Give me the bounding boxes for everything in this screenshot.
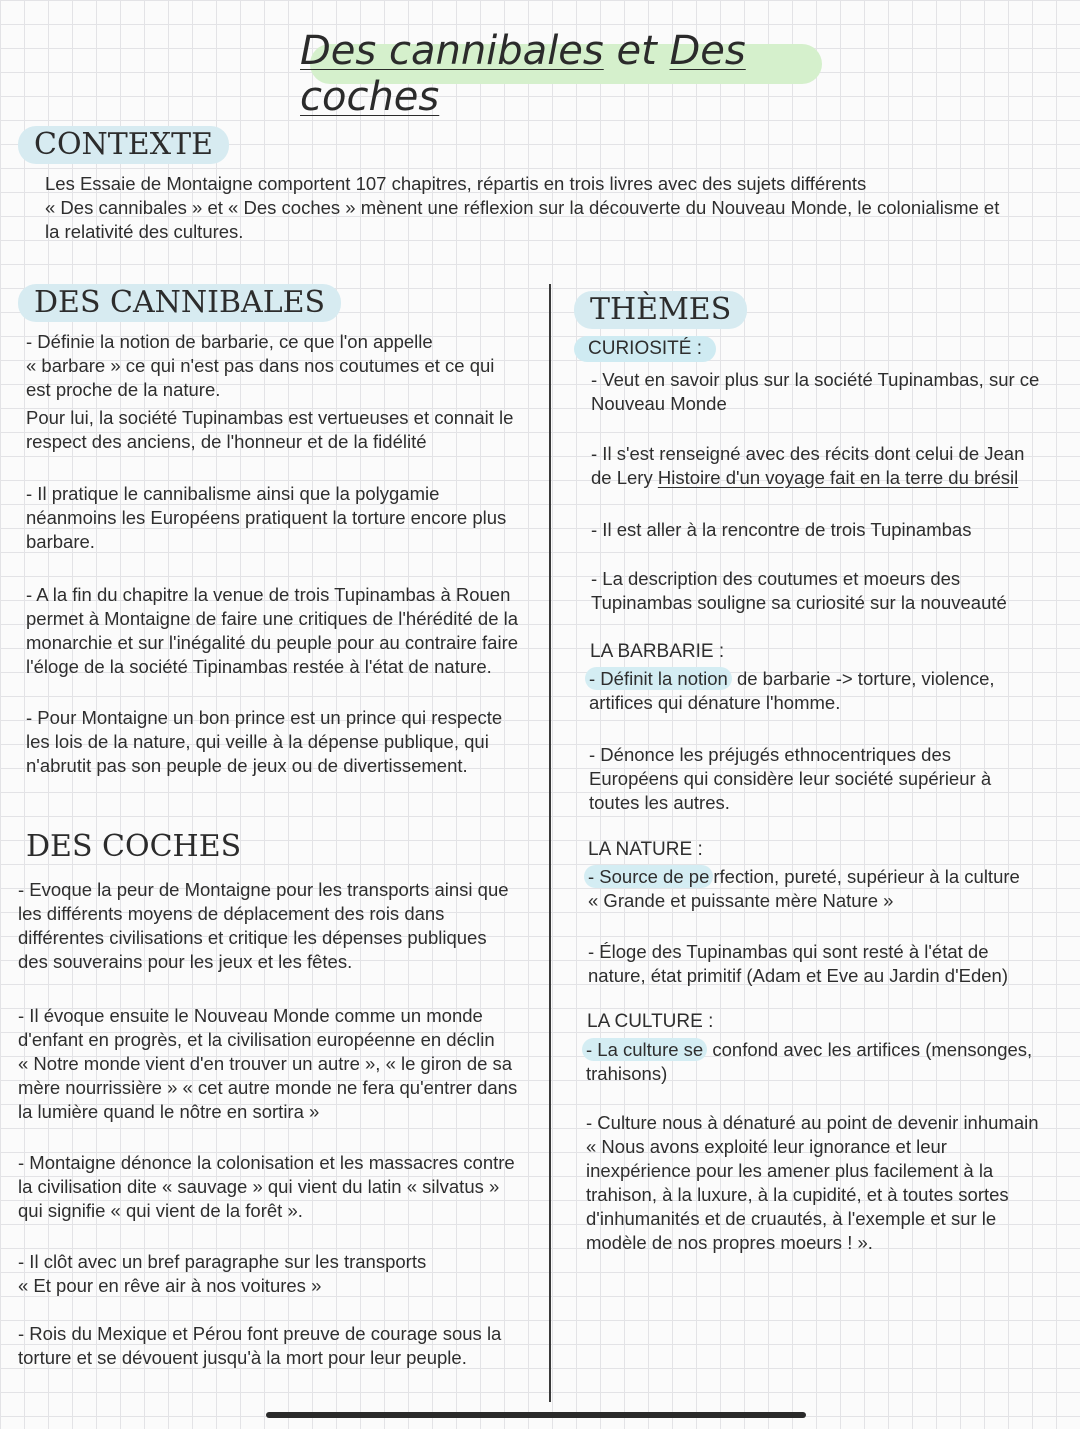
- cannibales-paragraph-4: [26, 706, 502, 778]
- text-line: est proche de la nature.: [26, 379, 221, 400]
- text-line: Européens qui considère leur société supérieur à: [589, 768, 992, 789]
- title-connector: et: [603, 28, 670, 74]
- text-line: la lumière quand le nôtre en sortira »: [18, 1101, 320, 1122]
- text-line: - A la fin du chapitre la venue de trois Tupinambas à Rouen: [26, 584, 511, 605]
- cannibales-heading: DES CANNIBALES: [18, 284, 341, 322]
- text-line: - Rois du Mexique et Pérou font preuve de courage sous la: [18, 1323, 502, 1344]
- culture-paragraph-1: [582, 1038, 1032, 1086]
- text-line: « Et pour en rêve air à nos voitures »: [18, 1275, 322, 1296]
- themes-heading: THÈMES: [574, 291, 747, 329]
- text-line: monarchie et sur l'inégalité du peuple pour au contraire faire: [26, 632, 519, 653]
- text-line: différentes civilisations et critique les dépenses publiques: [18, 927, 487, 948]
- contexte-heading: CONTEXTE: [18, 126, 229, 164]
- text-line: - Il s'est renseigné avec des récits dont celui de Jean: [591, 443, 1025, 464]
- text-line: des souverains pour les jeux et les fêtes.: [18, 951, 353, 972]
- text-line: [582, 1038, 1032, 1062]
- curiosite-label: CURIOSITÉ :: [574, 336, 716, 362]
- text-line: - Éloge des Tupinambas qui sont resté à l'état de: [588, 941, 989, 962]
- text-line: d'enfant en progrès, et la civilisation européenne en déclin: [18, 1029, 495, 1050]
- coches-paragraph-2: [18, 1004, 517, 1124]
- curiosite-paragraph-1: [591, 368, 1039, 416]
- curiosite-paragraph-2: [591, 442, 1024, 490]
- title-part-2: Des coches: [300, 28, 746, 120]
- text-line: - Montaigne dénonce la colonisation et les massacres contre: [18, 1152, 515, 1173]
- text-line: mère nourrissière » « cet autre monde ne fera qu'entrer dans: [18, 1077, 518, 1098]
- coches-heading: DES COCHES: [26, 829, 242, 864]
- coches-paragraph-5: [18, 1322, 501, 1370]
- text-line: les lois de la nature, qui veille à la dépense publique, qui: [26, 731, 489, 752]
- text-line: [584, 865, 1020, 889]
- text-line: - Culture nous à dénaturé au point de devenir inhumain: [586, 1112, 1039, 1133]
- contexte-text: [45, 172, 999, 244]
- title-part-1: Des cannibales: [300, 28, 604, 74]
- text-line: - Il pratique le cannibalisme ainsi que la polygamie: [26, 483, 440, 504]
- text-line: - Il évoque ensuite le Nouveau Monde comme un monde: [18, 1005, 483, 1026]
- text-line: les différents moyens de déplacement des rois dans: [18, 903, 445, 924]
- text-line: toutes les autres.: [589, 792, 730, 813]
- culture-label: LA CULTURE :: [587, 1011, 714, 1032]
- text-line: la civilisation dite « sauvage » qui vient du latin « silvatus »: [18, 1176, 500, 1197]
- coches-paragraph-1: [18, 878, 509, 974]
- column-divider: [549, 284, 551, 1402]
- text-fragment: confond avec les artifices (mensonges,: [707, 1039, 1033, 1060]
- book-title: Histoire d'un voyage fait en la terre du brésil: [657, 467, 1019, 488]
- contexte-line: la relativité des cultures.: [45, 221, 244, 242]
- text-line: inexpérience pour les amener plus facilement à la: [586, 1160, 994, 1181]
- text-line: Pour lui, la société Tupinambas est vertueuses et connait le: [26, 407, 514, 428]
- scroll-indicator: [266, 1412, 806, 1418]
- text-fragment: de barbarie -> torture, violence,: [731, 668, 995, 689]
- text-line: Tupinambas souligne sa curiosité sur la nouveauté: [591, 592, 1007, 613]
- text-line: - La description des coutumes et moeurs des: [591, 568, 961, 589]
- text-line: nature, état primitif (Adam et Eve au Jardin d'Eden): [588, 965, 1008, 986]
- text-line: [591, 466, 1024, 490]
- text-line: - Définie la notion de barbarie, ce que l'on appelle: [26, 331, 433, 352]
- culture-paragraph-2: [586, 1111, 1039, 1255]
- text-line: - Il est aller à la rencontre de trois Tupinambas: [591, 519, 972, 540]
- page-title: [300, 28, 830, 120]
- contexte-line: « Des cannibales » et « Des coches » mènent une réflexion sur la découverte du Nouveau Monde, le colonialisme et: [45, 197, 1000, 218]
- text-line: barbare.: [26, 531, 95, 552]
- text-line: Nouveau Monde: [591, 393, 727, 414]
- nature-paragraph-2: [588, 940, 1008, 988]
- highlighted-text: - Source de pe: [584, 865, 713, 888]
- text-line: n'abrutit pas son peuple de jeux ou de divertissement.: [26, 755, 468, 776]
- text-line: « Notre monde vient d'en trouver un autre », « le giron de sa: [18, 1053, 513, 1074]
- text-line: « Grande et puissante mère Nature »: [588, 890, 894, 911]
- text-line: respect des anciens, de l'honneur et de la fidélité: [26, 431, 427, 452]
- cannibales-paragraph-2: [26, 482, 506, 554]
- text-line: torture et se dévouent jusqu'à la mort pour leur peuple.: [18, 1347, 467, 1368]
- text-line: artifices qui dénature l'homme.: [589, 692, 841, 713]
- text-fragment: rfection, pureté, supérieur à la culture: [713, 866, 1020, 887]
- text-line: l'éloge de la société Tipinambas restée à l'état de nature.: [26, 656, 492, 677]
- text-line: « Nous avons exploité leur ignorance et leur: [586, 1136, 947, 1157]
- text-line: « barbare » ce qui n'est pas dans nos coutumes et ce qui: [26, 355, 495, 376]
- coches-paragraph-3: [18, 1151, 515, 1223]
- text-line: - Evoque la peur de Montaigne pour les transports ainsi que: [18, 879, 509, 900]
- barbarie-label: LA BARBARIE :: [590, 641, 725, 662]
- barbarie-paragraph-1: [585, 667, 995, 715]
- text-line: trahisons): [586, 1063, 668, 1084]
- text-fragment: de Lery: [591, 467, 658, 488]
- text-line: permet à Montaigne de faire une critiques de l'hérédité de la: [26, 608, 519, 629]
- nature-label: LA NATURE :: [588, 839, 703, 860]
- nature-paragraph-1: [584, 865, 1020, 913]
- curiosite-paragraph-3: [591, 518, 971, 542]
- text-line: [585, 667, 995, 691]
- cannibales-paragraph-1: [26, 330, 513, 454]
- cannibales-paragraph-3: [26, 583, 518, 679]
- highlighted-text: - Définit la notion: [585, 667, 732, 690]
- coches-paragraph-4: [18, 1250, 426, 1298]
- text-line: qui signifie « qui vient de la forêt ».: [18, 1200, 303, 1221]
- text-line: néanmoins les Européens pratiquent la torture encore plus: [26, 507, 507, 528]
- text-line: - Pour Montaigne un bon prince est un prince qui respecte: [26, 707, 503, 728]
- text-line: d'inhumanités et de cruautés, à l'exemple et sur le: [586, 1208, 997, 1229]
- text-line: - Dénonce les préjugés ethnocentriques des: [589, 744, 952, 765]
- barbarie-paragraph-2: [589, 743, 991, 815]
- text-line: trahison, à la luxure, à la cupidité, et à toutes sortes: [586, 1184, 1009, 1205]
- highlighted-text: - La culture se: [582, 1038, 707, 1061]
- text-line: - Il clôt avec un bref paragraphe sur les transports: [18, 1251, 427, 1272]
- text-line: modèle de nos propres moeurs ! ».: [586, 1232, 873, 1253]
- curiosite-paragraph-4: [591, 567, 1007, 615]
- text-line: - Veut en savoir plus sur la société Tupinambas, sur ce: [591, 369, 1040, 390]
- contexte-line: Les Essaie de Montaigne comportent 107 chapitres, répartis en trois livres avec des sujets différents: [45, 173, 867, 194]
